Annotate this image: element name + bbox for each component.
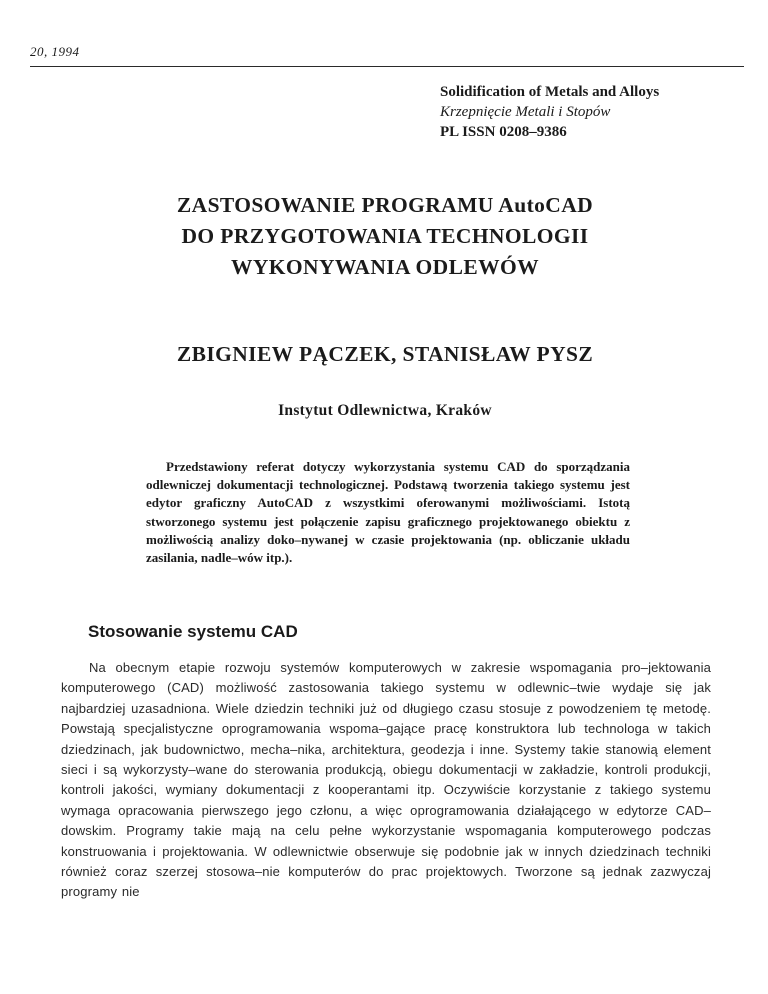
- paper-title: [40, 190, 730, 283]
- body-paragraph: Na obecnym etapie rozwoju systemów komputerowych w zakresie wspomagania pro–jektowania komputerowego (CAD) możliwość zastosowania takiego systemu w odlewnic–twie wydaje się jak najbardziej uzasadniona. Wiele dziedzin techniki już od długiego czasu stosuje z powodzeniem tę metodę. Powstają specjalistyczne oprogramowania wspoma–gające pracę konstruktora lub technologa w takich dziedzinach, jak budownictwo, mecha–nika, architektura, geodezja i inne. Systemy takie stanowią element sieci i są wykorzysty–wane do sterowania produkcją, obiegu dokumentacji w zakładzie, kontroli produkcji, kontroli jakości, wymiany dokumentacji z kooperantami itp. Oczywiście korzystanie z takiego systemu wymaga opracowania pierwszego jego członu, a więc oprogramowania działającego w edytorze CAD–dowskim. Programy takie mają na celu pełne wykorzystanie wspomagania komputerowego podczas konstruowania i projektowania. W odlewnictwie obserwuje się podobnie jak w innych dziedzinach techniki również coraz szerzej stosowa–nie komputerów do prac projektowych. Tworzone są jednak zazwyczaj programy nie: [61, 660, 711, 900]
- abstract: Przedstawiony referat dotyczy wykorzystania systemu CAD do sporządzania odlewniczej dokumentacji technologicznej. Podstawą tworzenia takiego systemu jest edytor graficzny AutoCAD z wszystkimi oferowanymi możliwościami. Istotą stworzonego systemu jest połączenie zapisu graficznego projektowanego obiektu z możliwością analizy doko–nywanej w czasie projektowania (np. obliczanie układu zasilania, nadle–wów itp.).: [146, 459, 630, 566]
- authors: ZBIGNIEW PĄCZEK, STANISŁAW PYSZ: [176, 342, 594, 366]
- issue-number: 20, 1994: [30, 44, 80, 59]
- journal-info: [440, 82, 740, 142]
- journal-name-en: Solidification of Metals and Alloys: [440, 84, 660, 100]
- title-line-3: WYKONYWANIA ODLEWÓW: [230, 255, 540, 279]
- affiliation: Instytut Odlewnictwa, Kraków: [278, 402, 492, 419]
- title-line-1: ZASTOSOWANIE PROGRAMU AutoCAD: [176, 193, 594, 217]
- title-line-2: DO PRZYGOTOWANIA TECHNOLOGII: [181, 224, 589, 248]
- journal-name-pl: Krzepnięcie Metali i Stopów: [440, 104, 611, 120]
- journal-issn: PL ISSN 0208–9386: [440, 124, 567, 140]
- header-divider: [30, 66, 744, 67]
- section-heading: Stosowanie systemu CAD: [88, 622, 298, 641]
